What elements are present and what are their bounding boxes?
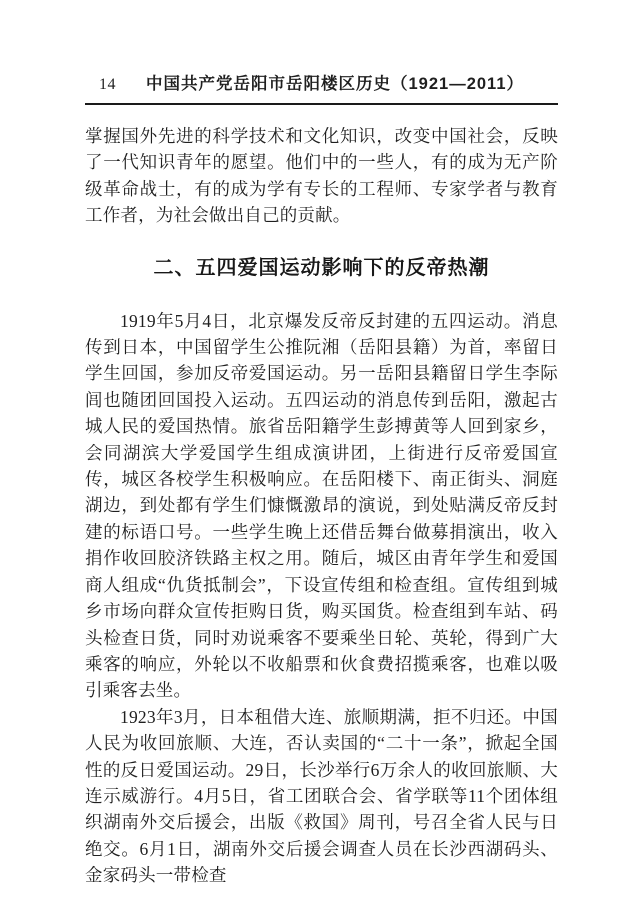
page-header xyxy=(85,74,558,105)
intro-paragraph: 掌握国外先进的科学技术和文化知识，改变中国社会，反映了一代知识青年的愿望。他们中的一些人，有的成为无产阶级革命战士，有的成为学有专长的工程师、专家学者与教育工作者，为社会做出自己的贡献。 xyxy=(85,126,558,226)
page-body xyxy=(85,123,558,889)
body-paragraph: 1919年5月4日，北京爆发反帝反封建的五四运动。消息传到日本，中国留学生公推阮湘（岳阳县籍）为首，率留日学生回国，参加反帝爱国运动。另一岳阳县籍留日学生李际闾也随团回国投入运动。五四运动的消息传到岳阳，激起古城人民的爱国热情。旅省岳阳籍学生彭搏黄等人回到家乡，会同湖滨大学爱国学生组成演讲团，上街进行反帝爱国宣传，城区各校学生积极响应。在岳阳楼下、南正街头、洞庭湖边，到处都有学生们慷慨激昂的演说，到处贴满反帝反封建的标语口号。一些学生晚上还借岳舞台做募捐演出，收入捐作收回胶济铁路主权之用。随后，城区由青年学生和爱国商人组成“仇货抵制会”，下设宣传组和检查组。宣传组到城乡市场向群众宣传拒购日货，购买国货。检查组到车站、码头检查日货，同时劝说乘客不要乘坐日轮、英轮，得到广大乘客的响应，外轮以不收船票和伙食费招揽乘客，也难以吸引乘客去坐。 xyxy=(85,310,558,701)
running-title: 中国共产党岳阳市岳阳楼区历史（1921—2011） xyxy=(146,75,525,93)
body-paragraph: 1923年3月，日本租借大连、旅顺期满，拒不归还。中国人民为收回旅顺、大连，否认卖国的“二十一条”，掀起全国性的反日爱国运动。29日，长沙举行6万余人的收回旅顺、大连示威游行。4月5日，省工团联合会、省学联等11个团体组织湖南外交后援会，出版《救国》周刊，号召全省人民与日绝交。6月1日，湖南外交后援会调查人员在长沙西湖码头、金家码头一带检查 xyxy=(85,706,558,886)
page-number: 14 xyxy=(99,76,116,93)
section-heading: 二、五四爱国运动影响下的反帝热潮 xyxy=(153,256,490,279)
